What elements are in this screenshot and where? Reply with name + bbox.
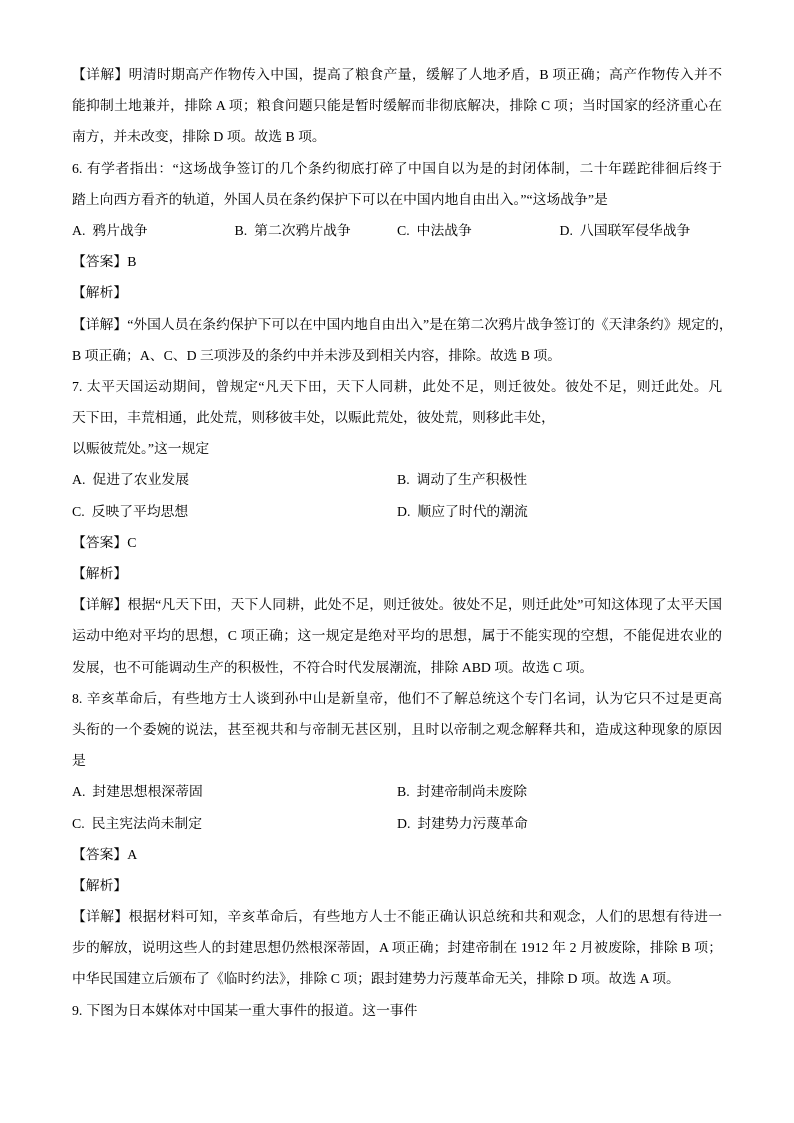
option-text: 鸦片战争 — [92, 222, 148, 238]
option-key: A. — [72, 472, 86, 488]
explanation-line — [72, 59, 722, 90]
question-9 — [72, 995, 722, 1026]
question-stem-text: 下图为日本媒体对中国某一重大事件的报道。这一事件 — [86, 1002, 418, 1018]
explanation-text: 根据材料可知，辛亥革命后，有些地方人士不能正确认识总统和共和观念，人们的思想有待进一 — [128, 909, 723, 925]
question-number: 7. — [72, 378, 83, 394]
explanation-line — [72, 589, 722, 620]
q5-explanation — [72, 59, 722, 153]
option-b — [235, 215, 398, 246]
options-row — [72, 776, 722, 807]
answer-label: 【答案】 — [72, 254, 128, 270]
option-key: C. — [72, 815, 85, 831]
question-7 — [72, 371, 722, 683]
explanation-line: 南方，并未改变，排除 D 项。故选 B 项。 — [72, 129, 326, 145]
question-6 — [72, 153, 733, 371]
explanation-label: 【详解】 — [72, 597, 128, 613]
option-key: D. — [397, 503, 411, 519]
option-b — [397, 464, 722, 495]
option-text: 封建帝制尚未废除 — [416, 784, 528, 800]
analysis-label: 【解析】 — [72, 566, 128, 581]
answer-line — [72, 527, 722, 558]
question-stem-text: 辛亥革命后，有些地方士人谈到孙中山是新皇帝，他们不了解总统这个专门名词，认为它只不过是更高 — [86, 690, 722, 706]
answer-label: 【答案】 — [72, 846, 128, 862]
explanation-line — [72, 309, 733, 340]
options-row — [72, 808, 722, 839]
explanation-line: 能抑制土地兼并，排除 A 项；粮食问题只能是暂时缓解而非彻底解决，排除 C 项；当时国家的经济重心在 — [72, 98, 722, 114]
option-d — [560, 215, 723, 246]
option-text: 调动了生产积极性 — [416, 472, 528, 488]
question-stem-line — [72, 153, 722, 184]
answer-value: A — [127, 846, 138, 862]
question-number: 8. — [72, 690, 83, 706]
option-a — [72, 464, 397, 495]
option-c — [72, 496, 397, 527]
option-text: 封建思想根深蒂固 — [92, 784, 203, 800]
question-stem-text: 太平天国运动期间，曾规定“凡天下田，天下人同耕，此处不足，则迁彼处。彼处不足，则迁此处。凡 — [86, 378, 722, 394]
option-text: 促进了农业发展 — [92, 472, 189, 488]
analysis-label: 【解析】 — [72, 877, 128, 893]
explanation-line: 中华民国建立后颁布了《临时约法》，排除 C 项；跟封建势力污蔑革命无关，排除 D 项。故选 A 项。 — [72, 971, 680, 987]
answer-line — [72, 839, 722, 870]
option-key: B. — [397, 472, 410, 488]
option-text: 第二次鸦片战争 — [254, 222, 351, 238]
options-row — [72, 496, 722, 527]
explanation-line: B 项正确；A、C、D 三项涉及的条约中并未涉及到相关内容，排除。故选 B 项。 — [72, 347, 562, 363]
explanation-label: 【详解】 — [72, 909, 129, 925]
question-stem-line: 天下田，丰荒相通，此处荒，则移彼丰处，以赈此荒处，彼处荒，则移此丰处， — [72, 410, 555, 426]
option-key: D. — [559, 222, 573, 238]
option-key: B. — [397, 784, 410, 800]
option-a — [72, 215, 235, 246]
option-text: 中法战争 — [416, 222, 472, 238]
question-stem-line — [72, 371, 722, 402]
option-d — [397, 808, 722, 839]
explanation-line: 发展，也不可能调动生产的积极性，不符合时代发展潮流，排除 ABD 项。故选 C 项。 — [72, 659, 594, 675]
option-text: 八国联军侵华战争 — [579, 222, 691, 238]
question-stem-line: 是 — [72, 753, 86, 769]
explanation-line — [72, 901, 722, 932]
question-stem-line: 以赈彼荒处。”这一规定 — [72, 441, 210, 457]
explanation-text: “外国人员在条约保护下可以在中国内地自由出入”是在第二次鸦片战争签订的《天津条约》规定的， — [127, 316, 733, 332]
answer-value: B — [127, 254, 137, 270]
option-c — [397, 215, 560, 246]
question-stem-line: 踏上向西方看齐的轨道，外国人员在条约保护下可以在中国内地自由出入。”“这场战争”是 — [72, 191, 608, 207]
option-text: 民主宪法尚未制定 — [91, 815, 203, 831]
answer-line — [72, 246, 722, 277]
option-text: 顺应了时代的潮流 — [417, 503, 528, 519]
explanation-text: 明清时期高产作物传入中国，提高了粮食产量，缓解了人地矛盾，B 项正确；高产作物传入并不 — [128, 67, 722, 82]
option-text: 封建势力污蔑革命 — [417, 815, 528, 831]
question-8 — [72, 683, 722, 995]
question-stem-line — [72, 683, 722, 714]
answer-label: 【答案】 — [72, 534, 128, 550]
options-row — [72, 215, 722, 246]
option-key: A. — [72, 222, 86, 238]
option-key: B. — [234, 222, 248, 238]
option-b — [397, 776, 722, 807]
question-stem-line: 头衔的一个委婉的说法，甚至视共和与帝制无甚区别，且时以帝制之观念解释共和，造成这种现象的原因 — [72, 721, 722, 737]
question-number: 9. — [72, 1002, 83, 1018]
explanation-line: 步的解放，说明这些人的封建思想仍然根深蒂固，A 项正确；封建帝制在 1912 年 2 月被废除，排除 B 项； — [72, 940, 722, 956]
explanation-label: 【详解】 — [72, 316, 128, 332]
explanation-label: 【详解】 — [72, 67, 129, 82]
option-a — [72, 776, 397, 807]
option-key: D. — [397, 815, 411, 831]
options-row — [72, 464, 722, 495]
question-stem-line — [72, 995, 722, 1026]
option-d — [397, 496, 722, 527]
explanation-text: 根据“凡天下田，天下人同耕，此处不足，则迁彼处。彼处不足，则迁此处”可知这体现了太平天国 — [127, 597, 722, 613]
answer-value: C — [127, 534, 137, 550]
question-number: 6. — [72, 160, 83, 176]
option-key: A. — [72, 784, 86, 800]
option-key: C. — [72, 503, 85, 519]
page-content — [72, 59, 733, 1026]
option-key: C. — [397, 222, 410, 238]
option-text: 反映了平均思想 — [91, 503, 189, 519]
question-stem-text: 有学者指出：“这场战争签订的几个条约彻底打碎了中国自以为是的封闭体制，二十年蹉跎徘徊后终于 — [86, 160, 722, 176]
analysis-label: 【解析】 — [72, 285, 128, 301]
explanation-line: 运动中绝对平均的思想，C 项正确；这一规定是绝对平均的思想，属于不能实现的空想，不能促进农业的 — [72, 628, 722, 644]
option-c — [72, 808, 397, 839]
